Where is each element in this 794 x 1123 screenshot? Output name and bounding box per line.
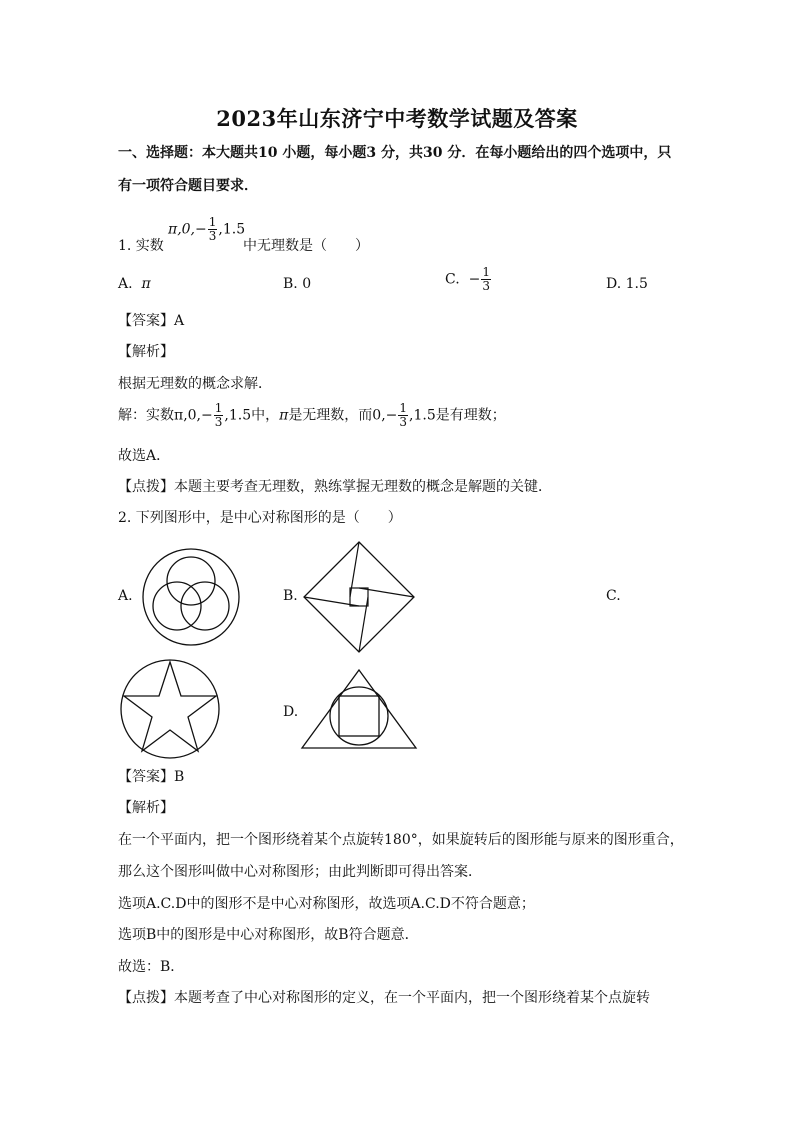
q2-label-b: B. — [283, 588, 298, 604]
q1-answer: 【答案】A — [118, 313, 185, 329]
q2-note: 【点拨】本题考查了中心对称图形的定义，在一个平面内，把一个图形绕着某个点旋转 — [118, 990, 650, 1006]
q1-note: 【点拨】本题主要考查无理数，熟练掌握无理数的概念是解题的关键． — [118, 479, 552, 495]
q1-option-a: A. π — [118, 276, 151, 292]
q2-analysis-line-3: 选项A.C.D中的图形不是中心对称图形，故选项A.C.D不符合题意； — [118, 896, 535, 912]
q1-analysis-label: 【解析】 — [118, 344, 174, 360]
figure-b-square-pinwheel — [302, 540, 416, 654]
q1-analysis-text: 根据无理数的概念求解． — [118, 376, 272, 392]
q2-label-a: A. — [118, 588, 133, 604]
q1-choice: 故选A． — [118, 448, 171, 464]
q1-option-d: D. 1.5 — [606, 276, 648, 292]
figure-a-circle-three-arcs — [140, 546, 242, 648]
q1-expr-fraction: $\frac{1}{3}$ — [208, 215, 217, 243]
figure-c-star-in-circle — [118, 657, 222, 761]
section-heading-line-1: 一、选择题：本大题共10 小题，每小题3 分，共30 分．在每小题给出的四个选项中，只 — [118, 145, 672, 161]
figure-d-triangle-circle-square — [300, 668, 418, 752]
q2-label-d: D. — [283, 704, 299, 720]
q1-stem-suffix: 中无理数是（ ） — [243, 238, 369, 254]
q2-analysis-line-1: 在一个平面内，把一个图形绕着某个点旋转180°，如果旋转后的图形能与原来的图形重合， — [118, 832, 684, 848]
q2-analysis-label: 【解析】 — [118, 800, 174, 816]
q2-label-c: C. — [606, 588, 621, 604]
q2-analysis-line-2: 那么这个图形叫做中心对称图形；由此判断即可得出答案． — [118, 864, 482, 880]
q1-expr-post: ,1.5 — [218, 221, 246, 238]
q1-option-b: B. 0 — [283, 276, 312, 292]
q2-answer: 【答案】B — [118, 769, 185, 785]
q2-choice: 故选：B． — [118, 959, 185, 975]
q1-stem-number: 1. 实数 — [118, 238, 164, 254]
q1-expression — [168, 216, 245, 243]
q2-stem: 2. 下列图形中，是中心对称图形的是（ ） — [118, 510, 402, 526]
q2-analysis-line-4: 选项B中的图形是中心对称图形，故B符合题意． — [118, 927, 419, 943]
q1-solution: 解：实数π,0,− $\frac{1}{3}$ ,1.5中，π是无理数，而0,− $\frac{1}{3}$ ,1.5是有理数； — [118, 401, 506, 429]
q1-expr-pre: π,0,− — [168, 221, 207, 238]
q1-option-c: C. − $\frac{1}{3}$ — [445, 265, 490, 293]
document-title: 2023年山东济宁中考数学试题及答案 — [216, 106, 578, 131]
section-heading-line-2: 有一项符合题目要求． — [118, 178, 258, 194]
